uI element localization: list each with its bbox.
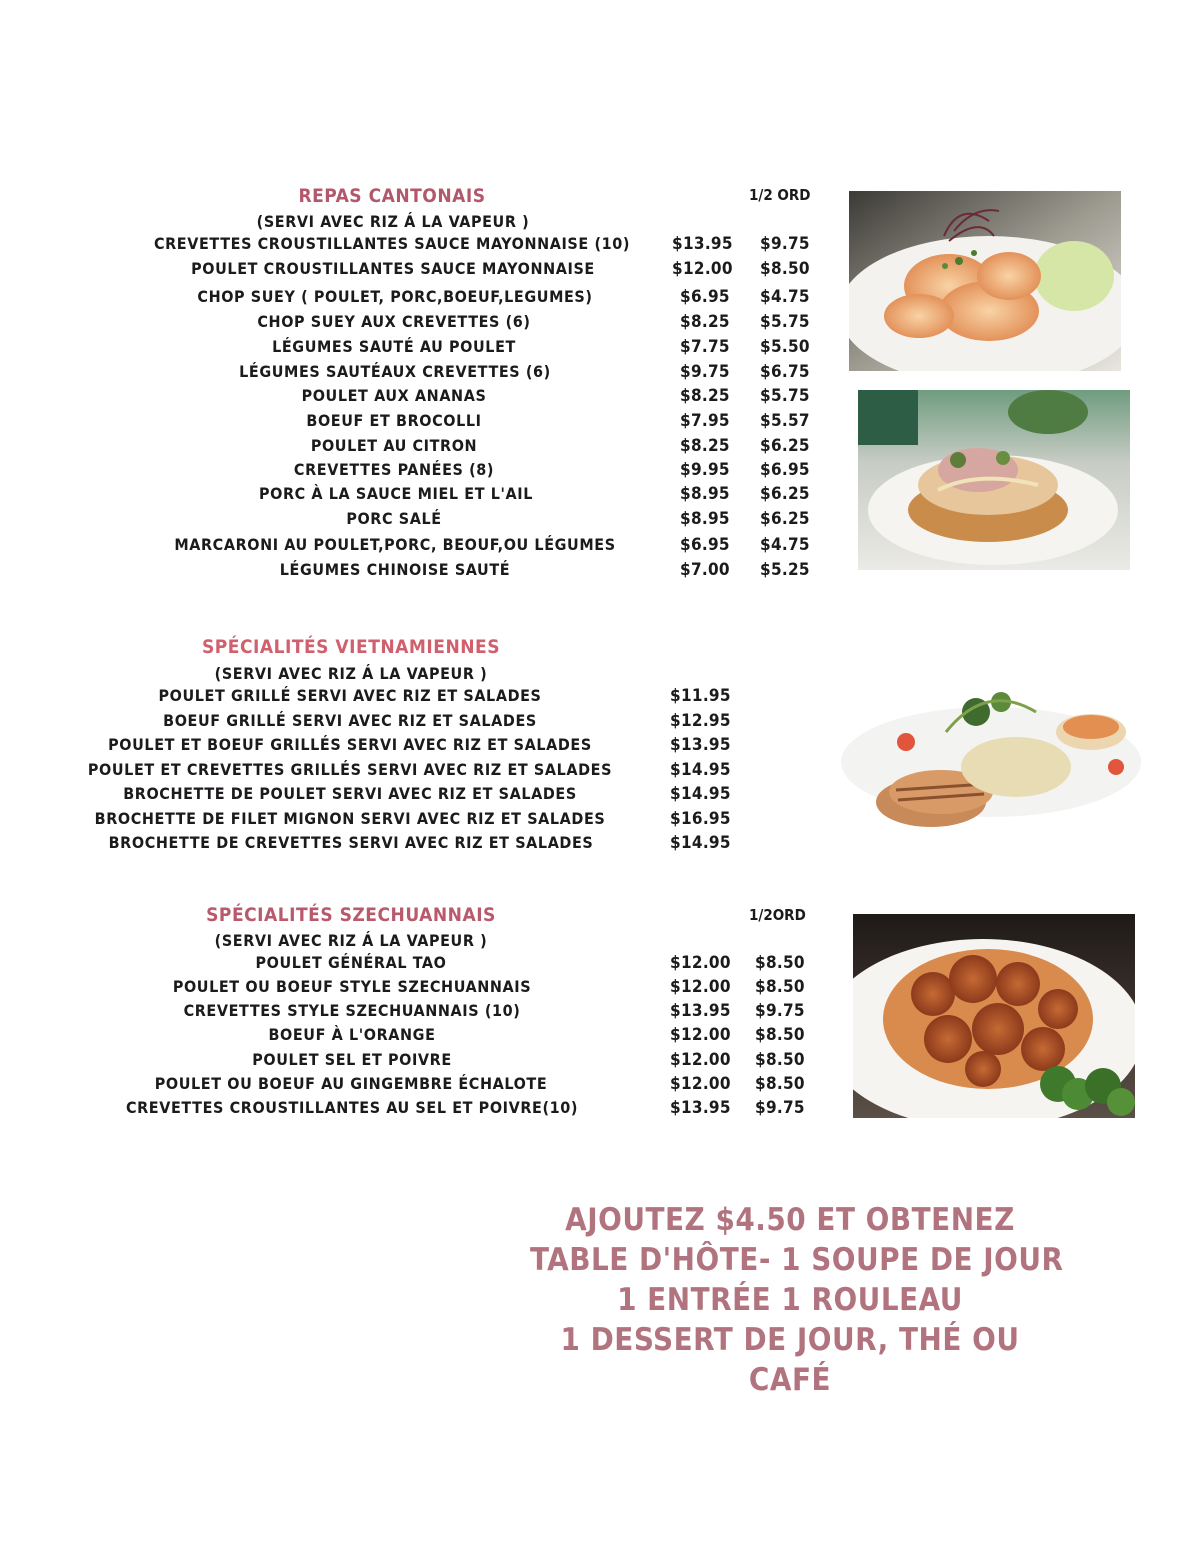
promo-line: CAFÉ — [748, 1362, 832, 1398]
section-title-szechuannais: SPÉCIALITÉS SZECHUANNAIS — [206, 904, 496, 926]
dish-name: POULET GÉNÉRAL TAO — [255, 953, 447, 972]
dish-price: $13.95 — [670, 1001, 731, 1021]
dish-half-price: $8.50 — [755, 953, 805, 973]
promo-line: 1 DESSERT DE JOUR, THÉ OU — [560, 1322, 1020, 1358]
promo-line: AJOUTEZ $4.50 ET OBTENEZ — [565, 1202, 1015, 1238]
dish-half-price: $5.75 — [760, 312, 810, 332]
dish-name: POULET OU BOEUF AU GINGEMBRE ÉCHALOTE — [154, 1074, 548, 1093]
dish-half-price: $4.75 — [760, 535, 810, 555]
dish-half-price: $5.75 — [760, 386, 810, 406]
dish-price: $12.00 — [670, 1074, 731, 1094]
dish-half-price: $6.75 — [760, 362, 810, 382]
dish-price: $6.95 — [680, 287, 730, 307]
dish-name: CREVETTES CROUSTILLANTES SAUCE MAYONNAISE (10) — [153, 234, 631, 253]
dish-half-price: $5.57 — [760, 411, 810, 431]
dish-price: $8.25 — [680, 436, 730, 456]
dish-half-price: $9.75 — [760, 234, 810, 254]
promo-line: 1 ENTRÉE 1 ROULEAU — [617, 1282, 963, 1318]
section-subtitle-cantonais: (SERVI AVEC RIZ Á LA VAPEUR ) — [256, 212, 530, 231]
dish-price: $11.95 — [670, 686, 731, 706]
dish-price: $8.25 — [680, 312, 730, 332]
dish-name: CREVETTES CROUSTILLANTES AU SEL ET POIVRE(10) — [125, 1098, 579, 1117]
dish-price: $12.00 — [670, 953, 731, 973]
dish-half-price: $8.50 — [755, 1025, 805, 1045]
dish-price: $14.95 — [670, 833, 731, 853]
dish-half-price: $6.25 — [760, 509, 810, 529]
dish-name: BOEUF GRILLÉ SERVI AVEC RIZ ET SALADES — [163, 711, 537, 730]
dish-name: POULET ET BOEUF GRILLÉS SERVI AVEC RIZ ET SALADES — [108, 735, 592, 754]
table-dhote-promo — [530, 1200, 1064, 1400]
dish-price: $8.25 — [680, 386, 730, 406]
dish-name: BOEUF À L'ORANGE — [268, 1025, 436, 1044]
dish-half-price: $5.25 — [760, 560, 810, 580]
dish-name: PORC SALÉ — [346, 509, 442, 528]
food-photo-grilled-salad — [826, 672, 1146, 840]
dish-price: $7.95 — [680, 411, 730, 431]
dish-half-price: $4.75 — [760, 287, 810, 307]
section-subtitle-szechuannais: (SERVI AVEC RIZ Á LA VAPEUR ) — [214, 931, 488, 950]
dish-name: LÉGUMES CHINOISE SAUTÉ — [279, 560, 511, 579]
dish-name: LÉGUMES SAUTÉ AU POULET — [272, 337, 516, 356]
dish-price: $12.00 — [670, 1050, 731, 1070]
dish-price: $13.95 — [670, 735, 731, 755]
dish-price: $12.95 — [670, 711, 731, 731]
food-photo-general-tao — [853, 914, 1135, 1118]
dish-price: $8.95 — [680, 484, 730, 504]
dish-name: BROCHETTE DE POULET SERVI AVEC RIZ ET SALADES — [123, 784, 577, 803]
section-title-vietnamiennes: SPÉCIALITÉS VIETNAMIENNES — [201, 636, 501, 658]
dish-half-price: $6.95 — [760, 460, 810, 480]
dish-half-price: $9.75 — [755, 1098, 805, 1118]
dish-price: $12.00 — [670, 977, 731, 997]
dish-half-price: $6.25 — [760, 484, 810, 504]
section-title-cantonais: REPAS CANTONAIS — [298, 185, 486, 207]
dish-name: POULET AUX ANANAS — [301, 386, 487, 405]
dish-price: $9.95 — [680, 460, 730, 480]
dish-name: BROCHETTE DE CREVETTES SERVI AVEC RIZ ET SALADES — [108, 833, 594, 852]
dish-price: $14.95 — [670, 760, 731, 780]
dish-price: $12.00 — [670, 1025, 731, 1045]
dish-price: $12.00 — [672, 259, 733, 279]
dish-name: POULET AU CITRON — [310, 436, 478, 455]
dish-half-price: $9.75 — [755, 1001, 805, 1021]
dish-name: MARCARONI AU POULET,PORC, BEOUF,OU LÉGUMES — [174, 535, 616, 554]
dish-name: PORC À LA SAUCE MIEL ET L'AIL — [258, 484, 534, 503]
dish-name: POULET SEL ET POIVRE — [252, 1050, 452, 1069]
dish-name: POULET CROUSTILLANTES SAUCE MAYONNAISE — [191, 259, 595, 278]
dish-price: $13.95 — [670, 1098, 731, 1118]
promo-line: TABLE D'HÔTE- 1 SOUPE DE JOUR — [530, 1242, 1064, 1278]
dish-name: BROCHETTE DE FILET MIGNON SERVI AVEC RIZ ET SALADES — [94, 809, 606, 828]
dish-name: BOEUF ET BROCOLLI — [306, 411, 482, 430]
dish-name: CREVETTES STYLE SZECHUANNAIS (10) — [183, 1001, 521, 1020]
dish-name: POULET ET CREVETTES GRILLÉS SERVI AVEC RIZ ET SALADES — [87, 760, 613, 779]
dish-name: POULET OU BOEUF STYLE SZECHUANNAIS — [172, 977, 532, 996]
dish-price: $7.00 — [680, 560, 730, 580]
half-order-header: 1/2 ORD — [749, 186, 811, 204]
dish-half-price: $5.50 — [760, 337, 810, 357]
dish-price: $16.95 — [670, 809, 731, 829]
dish-half-price: $8.50 — [755, 1074, 805, 1094]
dish-price: $13.95 — [672, 234, 733, 254]
dish-price: $9.75 — [680, 362, 730, 382]
food-photo-noodle-stir-fry — [858, 390, 1130, 570]
dish-half-price: $8.50 — [755, 977, 805, 997]
dish-price: $6.95 — [680, 535, 730, 555]
dish-half-price: $6.25 — [760, 436, 810, 456]
dish-price: $7.75 — [680, 337, 730, 357]
dish-name: CHOP SUEY ( POULET, PORC,BOEUF,LEGUMES) — [197, 287, 593, 306]
dish-half-price: $8.50 — [755, 1050, 805, 1070]
dish-name: POULET GRILLÉ SERVI AVEC RIZ ET SALADES — [158, 686, 542, 705]
dish-name: CHOP SUEY AUX CREVETTES (6) — [257, 312, 531, 331]
section-subtitle-vietnamiennes: (SERVI AVEC RIZ Á LA VAPEUR ) — [214, 664, 488, 683]
dish-price: $14.95 — [670, 784, 731, 804]
half-order-header-szechuannais: 1/2ORD — [749, 906, 806, 924]
dish-price: $8.95 — [680, 509, 730, 529]
dish-name: CREVETTES PANÉES (8) — [293, 460, 495, 479]
dish-name: LÉGUMES SAUTÉAUX CREVETTES (6) — [239, 362, 551, 381]
dish-half-price: $8.50 — [760, 259, 810, 279]
food-photo-crispy-shrimp — [849, 191, 1121, 371]
